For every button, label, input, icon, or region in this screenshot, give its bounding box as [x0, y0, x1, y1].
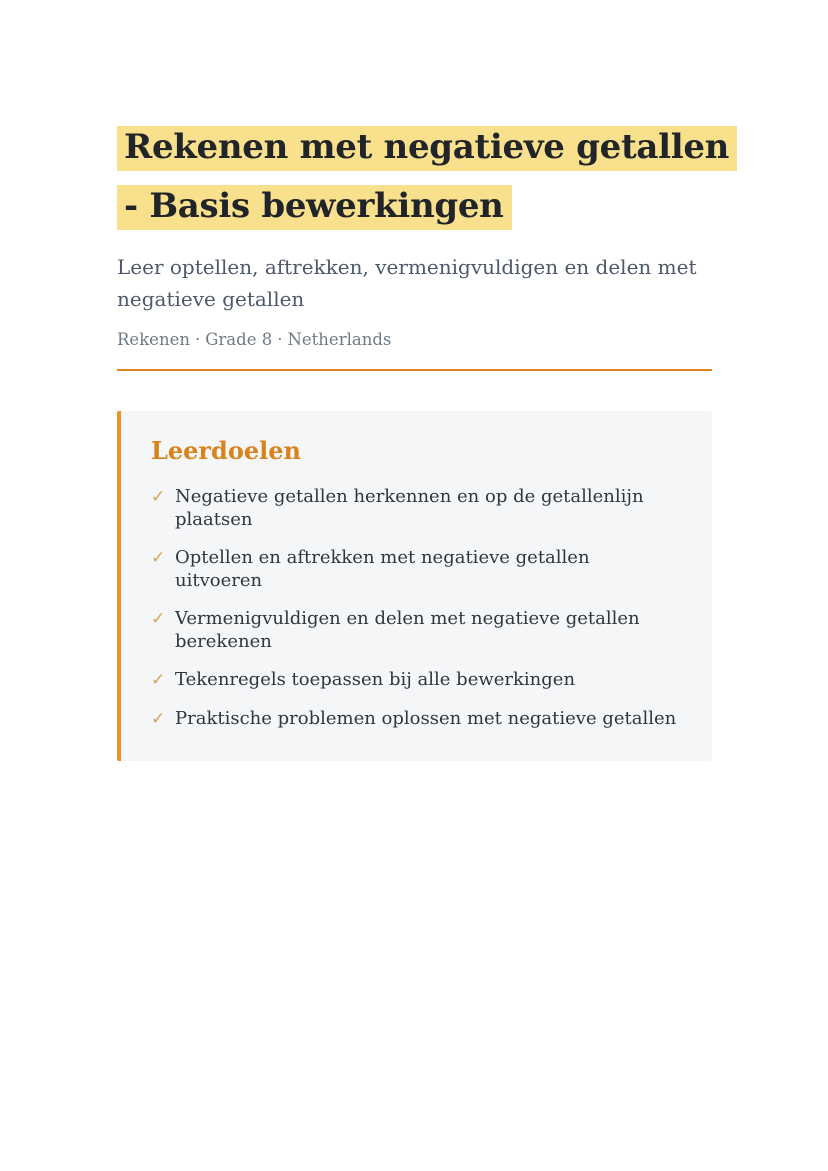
meta-country: Netherlands: [287, 330, 392, 349]
check-icon: ✓: [151, 670, 166, 691]
lesson-subtitle: Leer optellen, aftrekken, vermenigvuldigen en delen met negatieve getallen: [117, 255, 697, 311]
page-title: [117, 126, 730, 230]
check-icon: ✓: [151, 548, 166, 569]
list-item: [151, 707, 682, 731]
check-icon: ✓: [151, 708, 166, 729]
meta-grade: Grade 8: [205, 330, 273, 349]
lesson-meta: [117, 330, 712, 349]
title-line-2: - Basis bewerkingen: [117, 185, 512, 230]
check-icon: ✓: [151, 487, 166, 507]
learning-goals-heading: Leerdoelen: [151, 436, 301, 465]
goal-label: Praktische problemen oplossen met negatieve getallen: [175, 707, 677, 729]
goal-label: Negatieve getallen herkennen en op de getallenlijn plaatsen: [175, 486, 644, 531]
meta-subject: Rekenen: [117, 330, 190, 349]
meta-separator: ·: [277, 330, 283, 349]
accent-divider: [117, 369, 712, 371]
meta-separator: ·: [194, 330, 201, 349]
list-item: [151, 668, 682, 692]
goal-label: Vermenigvuldigen en delen met negatieve getallen berekenen: [175, 608, 640, 653]
list-item: [151, 607, 682, 653]
learning-goals-card: [117, 411, 712, 761]
goal-label: Tekenregels toepassen bij alle bewerkingen: [175, 669, 576, 691]
title-line-2-wrap: [117, 185, 712, 230]
goal-label: Optellen en aftrekken met negatieve getallen uitvoeren: [175, 547, 590, 592]
list-item: [151, 485, 682, 531]
title-line-1-wrap: [117, 126, 730, 171]
lesson-content: [117, 126, 730, 761]
learning-goals-list: [151, 485, 682, 731]
title-line-1: Rekenen met negatieve getallen: [117, 126, 737, 171]
list-item: [151, 546, 682, 592]
check-icon: ✓: [151, 609, 166, 630]
